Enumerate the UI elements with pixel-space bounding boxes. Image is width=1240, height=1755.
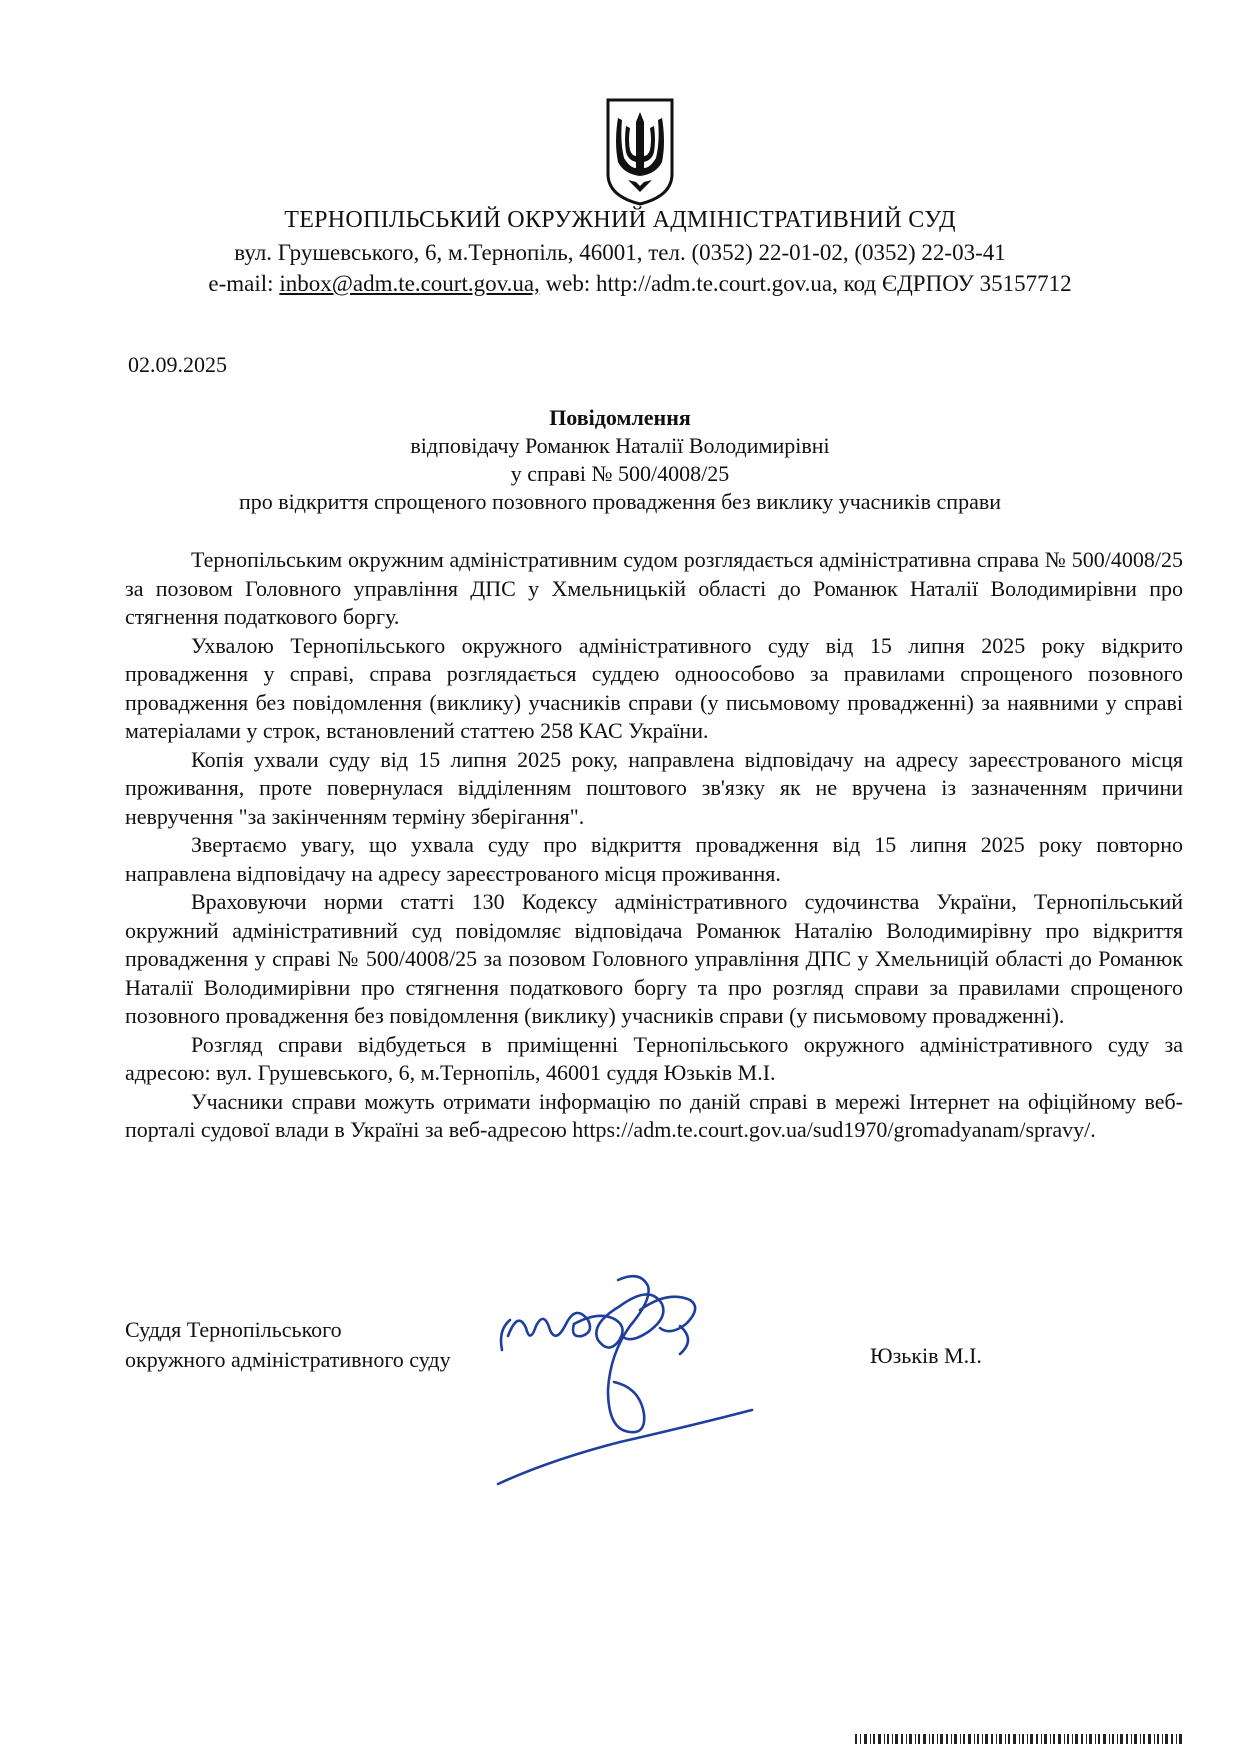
body-paragraph: Розгляд справи відбудеться в приміщенні Тернопільського окружного адміністративного суду за адресою: вул. Грушевського, 6, м.Тернопіль, 46001 суддя Юзьків М.І. [125, 1031, 1183, 1085]
court-address: вул. Грушевського, 6, м.Тернопіль, 46001, тел. (0352) 22-01-02, (0352) 22-03-41 [234, 240, 1006, 265]
document-date: 02.09.2025 [128, 352, 227, 377]
web-and-code: web: http://adm.te.court.gov.ua, код ЄДРПОУ 35157712 [539, 271, 1072, 296]
court-contacts [20, 269, 1240, 299]
body-paragraph: Ухвалою Тернопільського окружного адміністративного суду від 15 липня 2025 року відкрито провадження у справі, справа розглядається суддею одноособово за правилами спрощеного позовного провадження без повідомлення (виклику) учасників справи (у письмовому провадженні) за наявними у справі матеріалами у строк, встановлений статтею 258 КАС України. [125, 632, 1183, 743]
body-paragraph: Тернопільським окружним адміністративним судом розглядається адміністративна справа № 500/4008/25 за позовом Головного управління ДПС у Хмельницькій області до Романюк Наталії Володимирівни про стягнення податкового боргу. [125, 547, 1183, 629]
signer-name: Юзьків М.І. [870, 1343, 982, 1368]
body-paragraph: Учасники справи можуть отримати інформацію по даній справі в мережі Інтернет на офіційному веб-порталі судової влади в Україні за веб-адресою https://adm.te.court.gov.ua/sud1970/gromadyanam/spravy/. [125, 1088, 1183, 1142]
notice-case-number: у справі № 500/4008/25 [510, 461, 730, 486]
signer-position [125, 1315, 451, 1375]
notice-body [125, 546, 1183, 1145]
court-name: ТЕРНОПІЛЬСЬКИЙ ОКРУЖНИЙ АДМІНІСТРАТИВНИЙ СУД [284, 207, 956, 233]
handwritten-signature [490, 1270, 760, 1490]
email-label: e-mail: [208, 271, 280, 296]
body-paragraph: Звертаємо увагу, що ухвала суду про відкриття провадження від 15 липня 2025 року повторно направлена відповідачу на адресу зареєстрованого місця проживання. [125, 832, 1183, 886]
body-paragraph: Копія ухвали суду від 15 липня 2025 року, направлена відповідачу на адресу зареєстрованого місця проживання, проте повернулася відділенням поштового зв'язку як не вручена із зазначенням причини невручення "за закінченням терміну зберігання". [125, 746, 1183, 829]
body-paragraph: Враховуючи норми статті 130 Кодексу адміністративного судочинства України, Тернопільський окружний адміністративний суд повідомляє відповідача Романюк Наталію Володимирівну про відкриття провадження у справі № 500/4008/25 за позовом Головного управління ДПС у Хмельницій області до Романюк Наталії Володимирівни про стягнення податкового боргу та про розгляд справи за правилами спрощеного позовного провадження без повідомлення (виклику) учасників справи (у письмовому провадженні). [125, 889, 1183, 1028]
email-link[interactable]: inbox@adm.te.court.gov.ua, [279, 271, 540, 296]
notice-recipient: відповідачу Романюк Наталії Володимирівні [410, 433, 830, 458]
notice-heading: Повідомлення [549, 405, 691, 430]
signer-position-line2: окружного адміністративного суду [125, 1347, 451, 1372]
notice-subject: про відкриття спрощеного позовного провадження без виклику учасників справи [238, 489, 1002, 514]
notice-title-block [0, 404, 1240, 516]
barcode-icon [855, 1734, 1185, 1744]
coat-of-arms-icon [604, 96, 676, 208]
signer-position-line1: Суддя Тернопільського [125, 1317, 342, 1342]
